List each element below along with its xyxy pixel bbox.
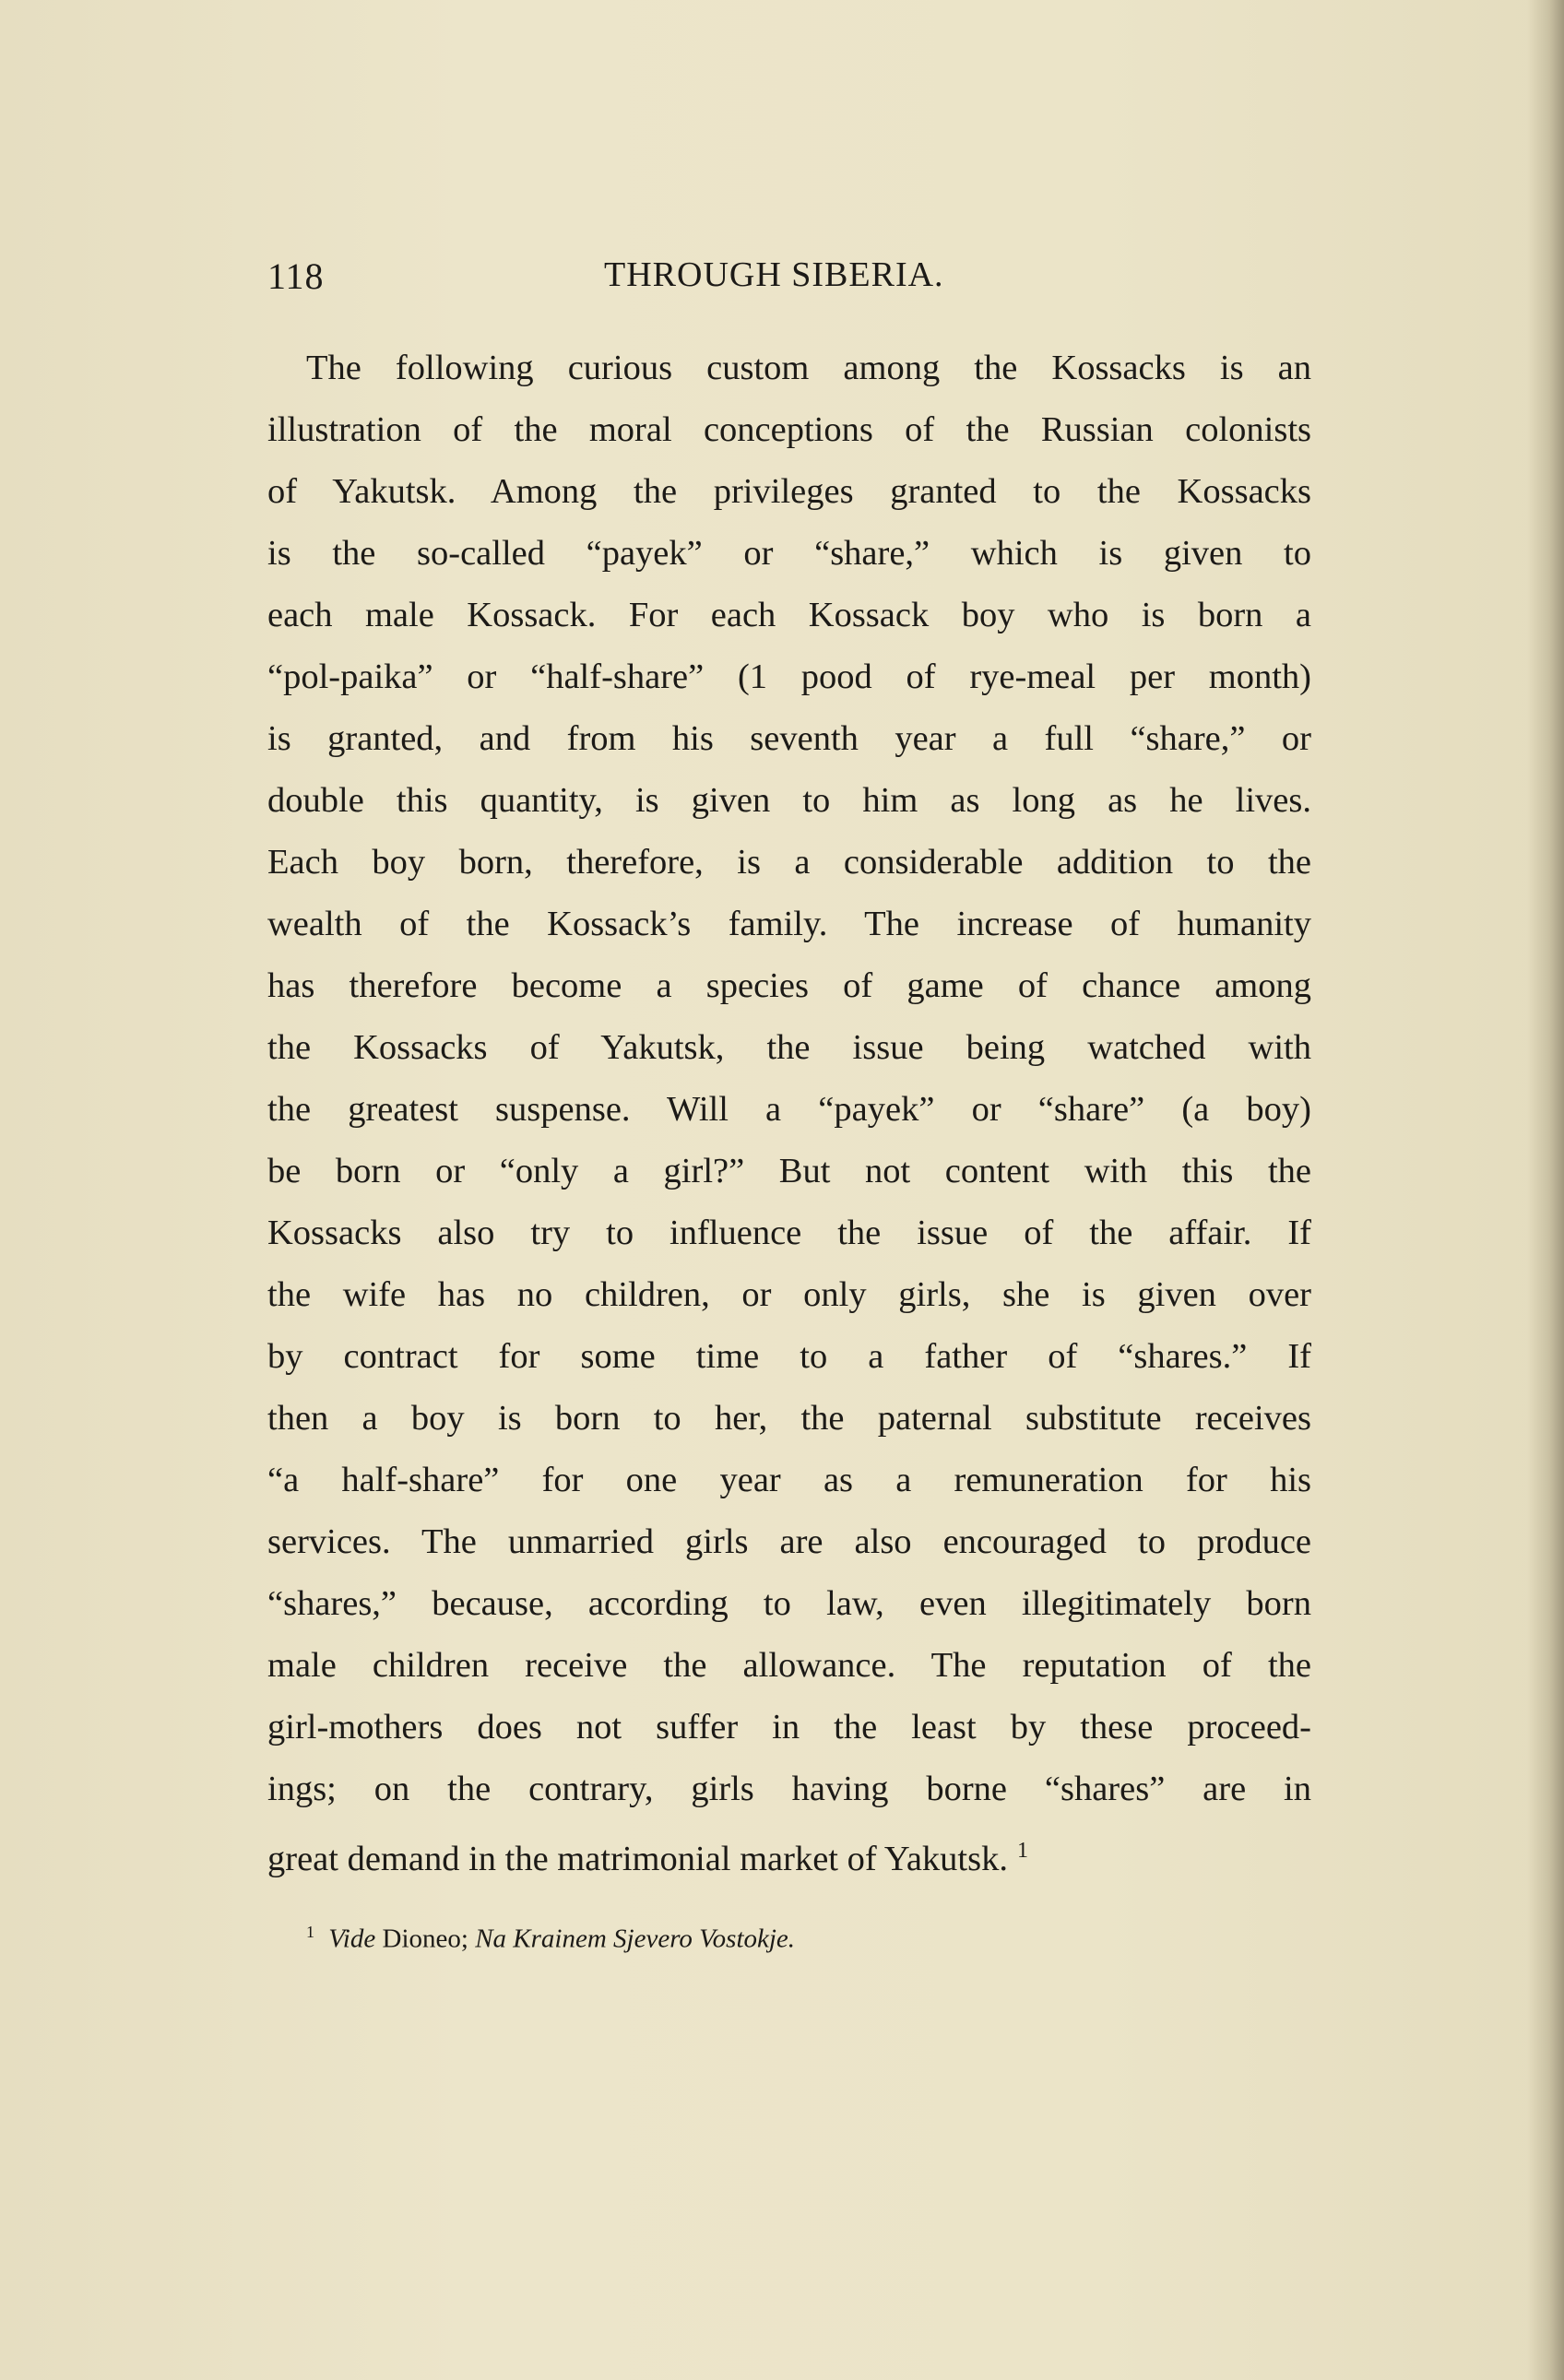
text-line: “shares,” because, according to law, even illegitimately born [267, 1584, 1311, 1623]
text-line: Kossacks also try to influence the issue of the affair. If [267, 1214, 1311, 1252]
page-edge-shadow [1527, 0, 1564, 2380]
text-line: the greatest suspense. Will a “payek” or “share” (a boy) [267, 1090, 1311, 1129]
text-line-last [267, 1824, 1311, 1886]
text-line: double this quantity, is given to him as long as he lives. [267, 781, 1311, 820]
text-line: of Yakutsk. Among the privileges granted to the Kossacks [267, 472, 1311, 511]
text-line: services. The unmarried girls are also encouraged to produce [267, 1522, 1311, 1561]
footnote-author: Dioneo; [382, 1924, 468, 1954]
running-title: THROUGH SIBERIA. [604, 255, 944, 294]
text-line: male children receive the allowance. The reputation of the [267, 1646, 1311, 1685]
text-line: is granted, and from his seventh year a full “share,” or [267, 719, 1311, 758]
text-line: has therefore become a species of game of chance among [267, 966, 1311, 1005]
footnote-title: Na Krainem Sjevero Vostokje. [475, 1924, 796, 1954]
text-line: each male Kossack. For each Kossack boy who is born a [267, 596, 1311, 634]
body-paragraph [267, 341, 1311, 1886]
text-line: illustration of the moral conceptions of the Russian colonists [267, 410, 1311, 449]
text-line: the Kossacks of Yakutsk, the issue being watched with [267, 1028, 1311, 1067]
text-line-content: great demand in the matrimonial market of Yakutsk. [267, 1839, 1008, 1878]
text-line: then a boy is born to her, the paternal substitute receives [267, 1399, 1311, 1438]
text-line: “pol-paika” or “half-share” (1 pood of rye-meal per month) [267, 657, 1311, 696]
text-line: Each boy born, therefore, is a considerable addition to the [267, 843, 1311, 882]
footnote-mark: 1 [306, 1923, 314, 1941]
text-line: be born or “only a girl?” But not content with this the [267, 1152, 1311, 1190]
text-line: wealth of the Kossack’s family. The increase of humanity [267, 905, 1311, 943]
text-line: The following curious custom among the Kossacks is an [306, 349, 1311, 387]
footnote-reference: 1 [1016, 1839, 1028, 1863]
footnote [306, 1913, 1136, 1958]
page-number: 118 [267, 255, 325, 297]
text-line: girl-mothers does not suffer in the least by these proceed- [267, 1708, 1311, 1747]
text-line: ings; on the contrary, girls having borne “shares” are in [267, 1770, 1311, 1808]
text-line: “a half-share” for one year as a remuneration for his [267, 1461, 1311, 1499]
text-line: by contract for some time to a father of “shares.” If [267, 1337, 1311, 1376]
text-line: the wife has no children, or only girls, she is given over [267, 1275, 1311, 1314]
text-line: is the so-called “payek” or “share,” which is given to [267, 534, 1311, 573]
footnote-vide: Vide [328, 1924, 376, 1954]
running-head [267, 255, 1309, 310]
